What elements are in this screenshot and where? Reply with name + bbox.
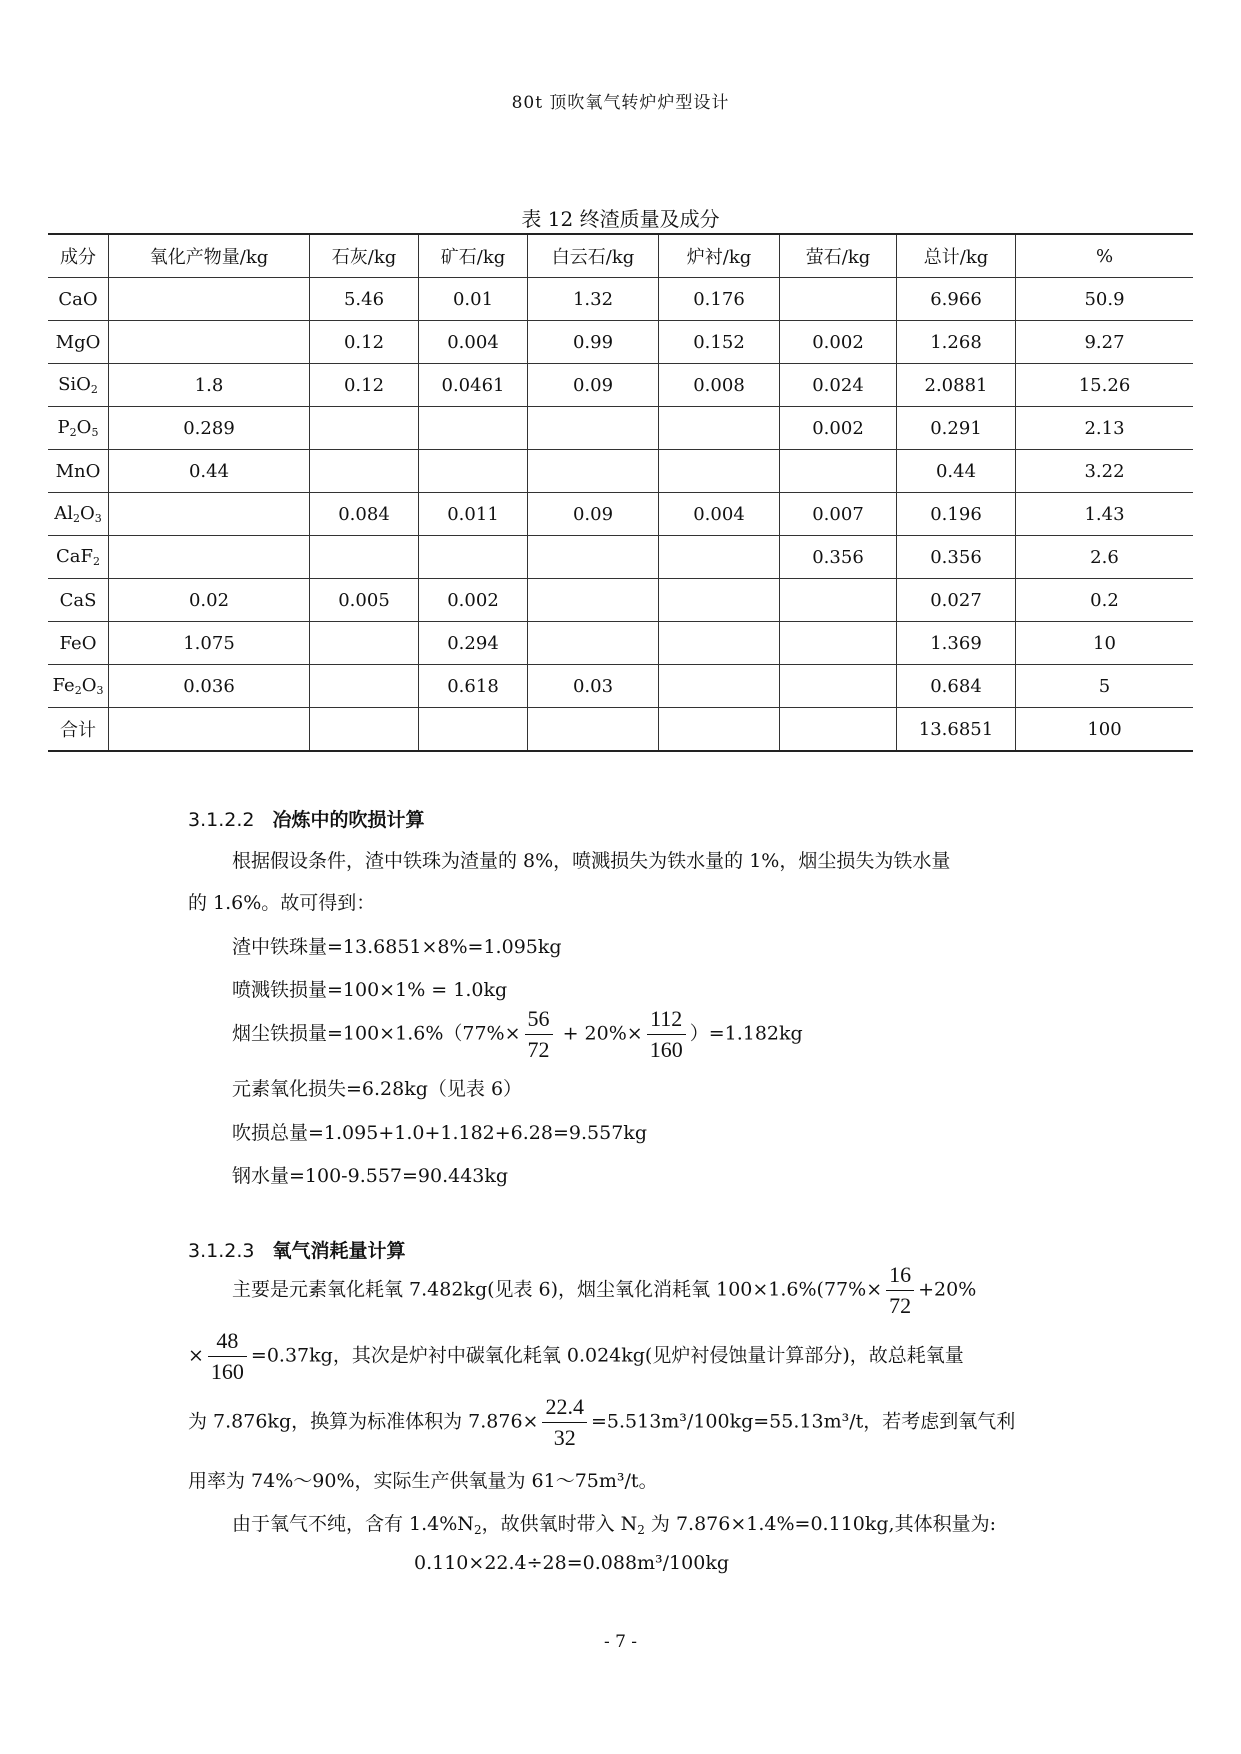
column-header: 炉衬/kg — [659, 234, 780, 278]
row-label — [48, 321, 109, 364]
paragraph-text: 由于氧气不纯，含有 1.4%N — [232, 1513, 474, 1535]
table-cell: 0.09 — [528, 364, 659, 407]
numerator: 112 — [647, 1004, 686, 1035]
table-cell — [419, 708, 528, 752]
paragraph-text: =5.513m³/100kg=55.13m³/t，若考虑到氧气利 — [590, 1410, 1016, 1433]
table-cell: 0.99 — [528, 321, 659, 364]
equation-line-dust-loss — [232, 1004, 803, 1065]
table-cell — [659, 579, 780, 622]
table-cell — [419, 450, 528, 493]
table-cell: 0.09 — [528, 493, 659, 536]
formula-subscript: 2 — [90, 383, 98, 396]
table-cell: 0.44 — [897, 450, 1016, 493]
column-header: 萤石/kg — [780, 234, 897, 278]
table-cell: 1.32 — [528, 278, 659, 321]
table-cell: 0.002 — [780, 321, 897, 364]
table-row — [48, 622, 1193, 665]
table-cell — [310, 450, 419, 493]
table-cell — [528, 708, 659, 752]
numerator: 56 — [525, 1004, 553, 1035]
table-cell: 0.2 — [1016, 579, 1194, 622]
table-row — [48, 407, 1193, 450]
numerator: 22.4 — [542, 1392, 587, 1423]
formula-text: O — [81, 675, 97, 696]
row-label — [48, 708, 109, 752]
table-cell: 0.196 — [897, 493, 1016, 536]
table-cell: 0.294 — [419, 622, 528, 665]
table-row — [48, 321, 1193, 364]
equation-line: 渣中铁珠量=13.6851×8%=1.095kg — [232, 936, 562, 958]
table-cell — [780, 708, 897, 752]
subscript: 2 — [473, 1523, 482, 1537]
table-cell — [419, 407, 528, 450]
paragraph-line: 用率为 74%～90%，实际生产供氧量为 61～75m³/t。 — [188, 1470, 658, 1492]
table-cell: 1.268 — [897, 321, 1016, 364]
formula-text: Al — [54, 503, 73, 524]
formula-subscript: 2 — [93, 555, 100, 568]
table-cell: 2.6 — [1016, 536, 1194, 579]
table-cell: 0.002 — [419, 579, 528, 622]
row-label — [48, 622, 109, 665]
column-header: 总计/kg — [897, 234, 1016, 278]
table-cell: 0.12 — [310, 321, 419, 364]
table-cell: 0.02 — [109, 579, 310, 622]
row-label — [48, 579, 109, 622]
table-cell: 13.6851 — [897, 708, 1016, 752]
equation-line: 0.110×22.4÷28=0.088m³/100kg — [414, 1552, 730, 1574]
paragraph-line: 根据假设条件，渣中铁珠为渣量的 8%，喷溅损失为铁水量的 1%，烟尘损失为铁水量 — [232, 850, 951, 872]
page-header: 80t 顶吹氧气转炉炉型设计 — [511, 93, 730, 113]
section-heading-oxygen-consumption — [188, 1236, 406, 1263]
numerator: 16 — [886, 1260, 914, 1291]
table-row — [48, 493, 1193, 536]
table-cell: 0.007 — [780, 493, 897, 536]
table-cell — [310, 536, 419, 579]
denominator: 72 — [527, 1037, 550, 1062]
table-cell: 0.005 — [310, 579, 419, 622]
table-cell: 0.011 — [419, 493, 528, 536]
paragraph-text: 主要是元素氧化耗氧 7.482kg(见表 6)，烟尘氧化消耗氧 100×1.6%(77%× — [232, 1278, 883, 1301]
fraction — [886, 1260, 914, 1321]
table-cell: 6.966 — [897, 278, 1016, 321]
equation-line: 元素氧化损失=6.28kg（见表 6） — [232, 1078, 523, 1100]
table-cell — [109, 321, 310, 364]
table-cell — [780, 278, 897, 321]
formula-text: CaS — [59, 589, 97, 611]
paragraph-line — [232, 1509, 996, 1537]
table-row — [48, 364, 1193, 407]
table-cell: 0.024 — [780, 364, 897, 407]
paragraph-text: × — [188, 1344, 204, 1367]
fraction — [525, 1004, 553, 1065]
table-cell — [780, 450, 897, 493]
table-cell — [528, 536, 659, 579]
equation-line: 喷溅铁损量=100×1% = 1.0kg — [232, 979, 508, 1001]
formula-subscript: 2 — [73, 512, 80, 525]
subscript: 2 — [637, 1523, 645, 1537]
table-cell — [659, 622, 780, 665]
table-cell: 100 — [1016, 708, 1194, 752]
table-cell: 0.008 — [659, 364, 780, 407]
paragraph-text: 为 7.876kg，换算为标准体积为 7.876× — [188, 1410, 539, 1433]
section-number: 3.1.2.3 — [188, 1240, 255, 1262]
table-cell — [659, 536, 780, 579]
denominator: 72 — [889, 1293, 912, 1318]
formula-subscript: 3 — [94, 512, 102, 525]
table-cell: 2.0881 — [897, 364, 1016, 407]
table-cell: 0.036 — [109, 665, 310, 708]
table-row — [48, 708, 1193, 752]
equation-line: 钢水量=100-9.557=90.443kg — [232, 1165, 509, 1187]
table-cell: 0.291 — [897, 407, 1016, 450]
column-header: 石灰/kg — [310, 234, 419, 278]
equation-line: 吹损总量=1.095+1.0+1.182+6.28=9.557kg — [232, 1122, 647, 1144]
column-header: 矿石/kg — [419, 234, 528, 278]
table-cell: 1.8 — [109, 364, 310, 407]
table-cell — [528, 622, 659, 665]
table-cell — [659, 708, 780, 752]
table-cell: 0.004 — [419, 321, 528, 364]
formula-text: Fe — [52, 675, 75, 696]
table-cell — [109, 278, 310, 321]
page-number: - 7 - — [603, 1632, 638, 1652]
table-cell: 0.027 — [897, 579, 1016, 622]
equation-text: ）=1.182kg — [689, 1022, 803, 1045]
formula-subscript: 5 — [91, 426, 99, 439]
table-cell: 0.0461 — [419, 364, 528, 407]
fraction — [647, 1004, 686, 1065]
section-title: 氧气消耗量计算 — [272, 1240, 406, 1262]
table-header-row — [48, 234, 1193, 278]
table-cell — [310, 708, 419, 752]
column-header: 氧化产物量/kg — [109, 234, 310, 278]
table-cell: 0.004 — [659, 493, 780, 536]
formula-text: FeO — [59, 632, 97, 654]
table-cell: 5 — [1016, 665, 1194, 708]
table-cell — [659, 450, 780, 493]
table-cell: 0.12 — [310, 364, 419, 407]
table-cell — [109, 536, 310, 579]
table-cell: 3.22 — [1016, 450, 1194, 493]
formula-text: MgO — [55, 331, 101, 353]
row-label — [48, 493, 109, 536]
table-cell: 0.084 — [310, 493, 419, 536]
formula-text: CaO — [58, 288, 98, 310]
formula-subscript: 2 — [74, 684, 82, 697]
table-cell — [780, 622, 897, 665]
table-cell — [528, 450, 659, 493]
denominator: 160 — [649, 1037, 683, 1062]
table-row — [48, 536, 1193, 579]
table-cell: 1.369 — [897, 622, 1016, 665]
fraction — [208, 1326, 247, 1387]
formula-subscript: 3 — [96, 684, 104, 697]
paragraph-line — [188, 1326, 964, 1387]
table-cell: 0.44 — [109, 450, 310, 493]
paragraph-line — [232, 1260, 976, 1321]
paragraph-line: 的 1.6%。故可得到： — [188, 892, 376, 914]
table-cell: 1.075 — [109, 622, 310, 665]
formula-subscript: 2 — [69, 426, 77, 439]
table-cell — [109, 708, 310, 752]
column-header: 成分 — [48, 234, 109, 278]
paragraph-text: 为 7.876×1.4%=0.110kg,其体积量为: — [644, 1513, 996, 1535]
formula-text: SiO — [58, 374, 91, 395]
table-cell: 0.176 — [659, 278, 780, 321]
table-cell — [310, 665, 419, 708]
table-cell — [528, 579, 659, 622]
table-cell — [109, 493, 310, 536]
table-cell — [528, 407, 659, 450]
table-cell: 0.356 — [897, 536, 1016, 579]
equation-text: 烟尘铁损量=100×1.6%（77%× — [232, 1022, 521, 1045]
formula-text: MnO — [55, 460, 101, 482]
table-cell: 15.26 — [1016, 364, 1194, 407]
paragraph-line — [188, 1392, 1015, 1453]
table-row — [48, 450, 1193, 493]
equation-text: + 20%× — [556, 1022, 643, 1045]
table-row — [48, 278, 1193, 321]
table-row — [48, 579, 1193, 622]
formula-text: 合计 — [60, 720, 96, 741]
row-label — [48, 536, 109, 579]
row-label — [48, 665, 109, 708]
table-cell: 5.46 — [310, 278, 419, 321]
formula-text: CaF — [56, 546, 93, 567]
numerator: 48 — [208, 1326, 247, 1357]
column-header: 白云石/kg — [528, 234, 659, 278]
table-cell — [419, 536, 528, 579]
section-title: 冶炼中的吹损计算 — [272, 809, 425, 831]
table-cell — [310, 622, 419, 665]
table-cell: 0.152 — [659, 321, 780, 364]
table-cell: 0.684 — [897, 665, 1016, 708]
table-cell — [310, 407, 419, 450]
table-cell — [659, 665, 780, 708]
paragraph-text: ，故供氧时带入 N — [481, 1513, 638, 1535]
section-heading-blowing-loss — [188, 805, 425, 832]
table-cell — [780, 665, 897, 708]
table-cell: 0.618 — [419, 665, 528, 708]
row-label — [48, 407, 109, 450]
row-label — [48, 278, 109, 321]
denominator: 160 — [210, 1359, 244, 1384]
table-cell: 9.27 — [1016, 321, 1194, 364]
table-cell: 0.356 — [780, 536, 897, 579]
table-cell: 0.03 — [528, 665, 659, 708]
table-cell: 10 — [1016, 622, 1194, 665]
formula-text: O — [76, 417, 92, 438]
table-cell: 0.289 — [109, 407, 310, 450]
table-cell: 50.9 — [1016, 278, 1194, 321]
formula-text: P — [57, 417, 70, 438]
table-cell: 1.43 — [1016, 493, 1194, 536]
column-header: % — [1016, 234, 1194, 278]
table-cell — [659, 407, 780, 450]
denominator: 32 — [553, 1425, 576, 1450]
row-label — [48, 364, 109, 407]
table-caption: 表 12 终渣质量及成分 — [521, 207, 720, 231]
table-row — [48, 665, 1193, 708]
table-cell: 2.13 — [1016, 407, 1194, 450]
row-label — [48, 450, 109, 493]
slag-composition-table — [48, 233, 1193, 752]
table-cell — [780, 579, 897, 622]
section-number: 3.1.2.2 — [188, 809, 255, 831]
table-cell: 0.002 — [780, 407, 897, 450]
table-cell: 0.01 — [419, 278, 528, 321]
formula-text: O — [80, 503, 95, 524]
paragraph-text: +20% — [918, 1278, 977, 1301]
fraction — [542, 1392, 587, 1453]
paragraph-text: =0.37kg，其次是炉衬中碳氧化耗氧 0.024kg(见炉衬侵蚀量计算部分)，故总耗氧量 — [250, 1344, 964, 1367]
